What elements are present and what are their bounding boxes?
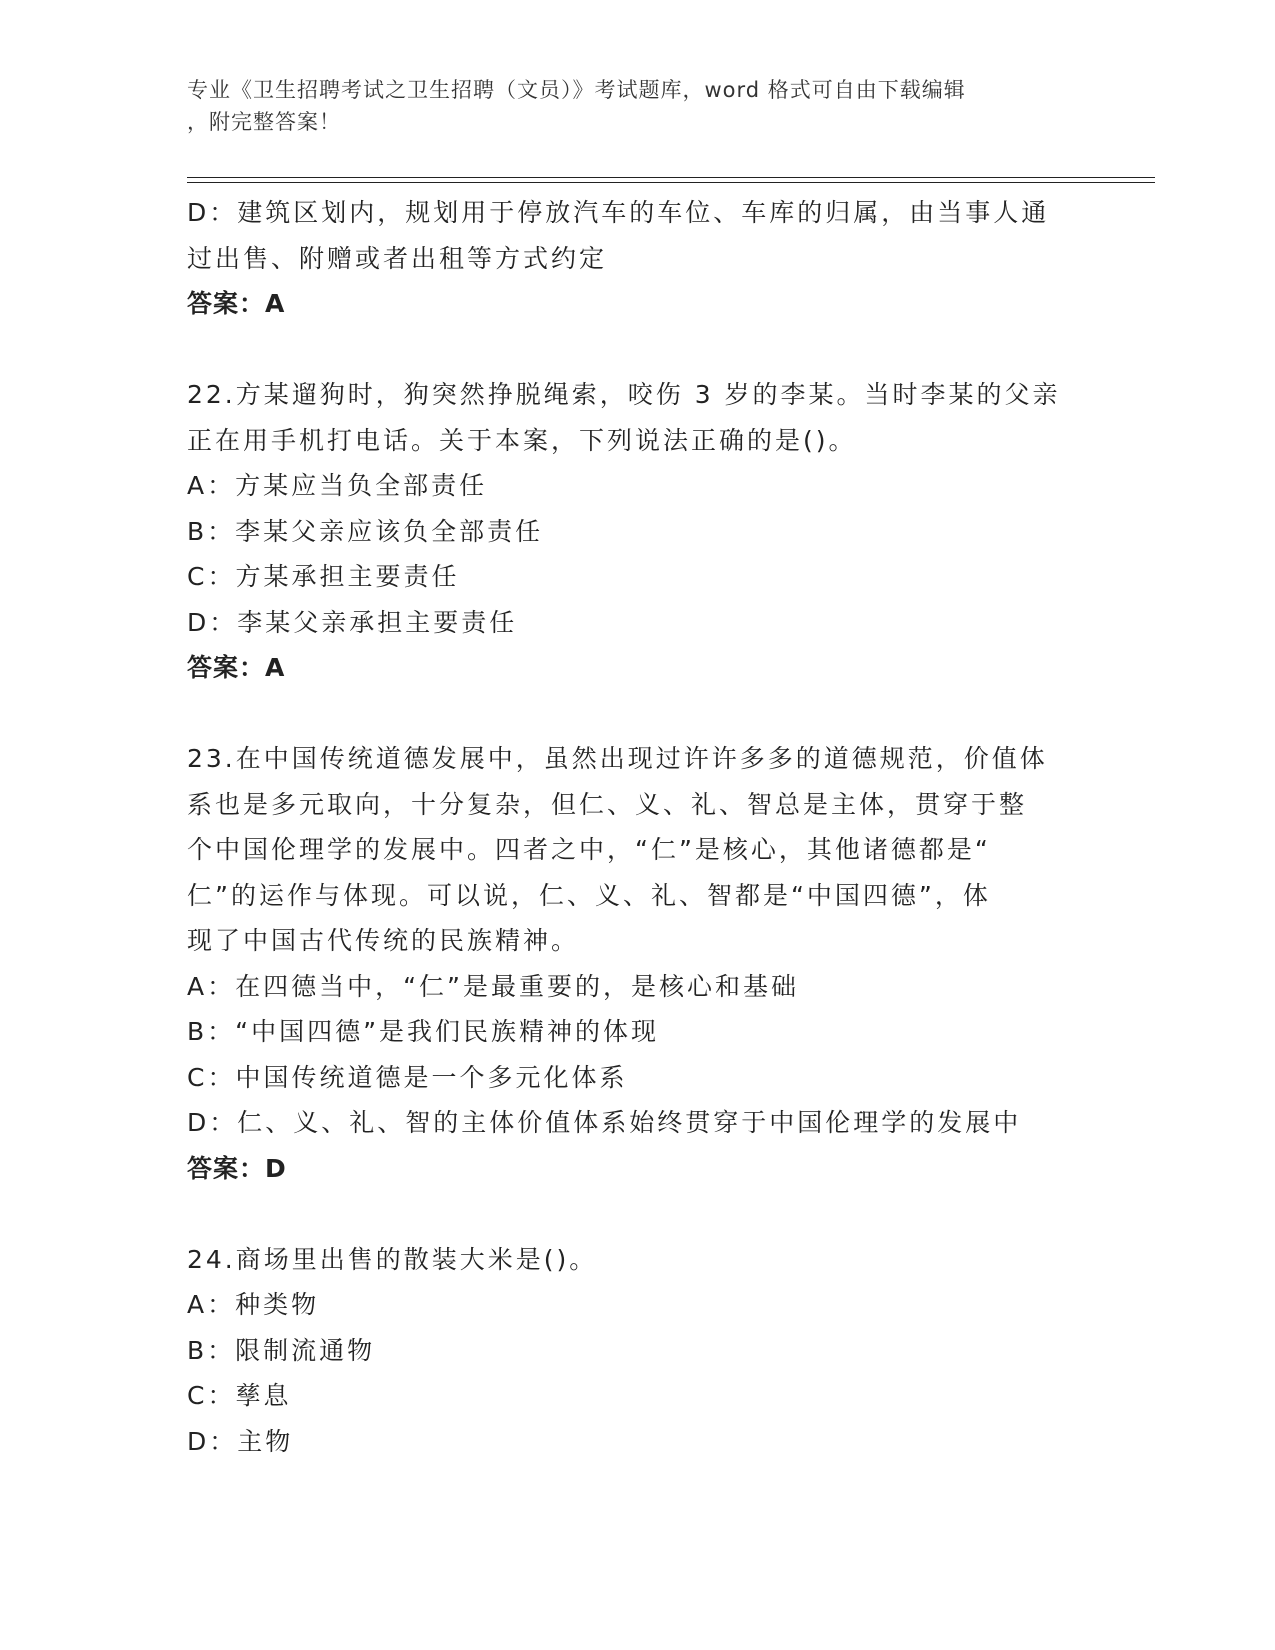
question-content bbox=[187, 190, 1067, 1464]
header-divider-bottom bbox=[187, 182, 1155, 183]
option-a: A：种类物 bbox=[187, 1290, 320, 1319]
question-23 bbox=[187, 736, 1067, 1191]
question-stem-line: 个中国伦理学的发展中。四者之中，“仁”是核心，其他诸德都是“ bbox=[187, 835, 991, 864]
option-d: D：主物 bbox=[187, 1426, 294, 1456]
option-b: B：李某父亲应该负全部责任 bbox=[187, 516, 544, 546]
header-line-2: ，附完整答案！ bbox=[187, 110, 341, 134]
option-d-line-2: 过出售、附赠或者出租等方式约定 bbox=[187, 243, 608, 273]
question-stem-line: 仁”的运作与体现。可以说，仁、义、礼、智都是“中国四德”，体 bbox=[187, 880, 991, 910]
header-line-1: 专业《卫生招聘考试之卫生招聘（文员）》考试题库，word 格式可自由下载编辑 bbox=[187, 78, 966, 102]
question-stem-line: 现了中国古代传统的民族精神。 bbox=[187, 926, 580, 955]
option-d: D：李某父亲承担主要责任 bbox=[187, 607, 518, 637]
option-c: C：中国传统道德是一个多元化体系 bbox=[187, 1062, 628, 1092]
answer: 答案：A bbox=[187, 289, 286, 318]
question-stem-line: 22.方某遛狗时，狗突然挣脱绳索，咬伤 3 岁的李某。当时李某的父亲 bbox=[187, 380, 1061, 409]
option-a: A：方某应当负全部责任 bbox=[187, 471, 488, 500]
answer: 答案：D bbox=[187, 1153, 287, 1183]
option-b: B：“中国四德”是我们民族精神的体现 bbox=[187, 1017, 660, 1046]
header-divider-top bbox=[187, 177, 1155, 178]
question-24 bbox=[187, 1237, 1067, 1465]
option-b: B：限制流通物 bbox=[187, 1335, 376, 1365]
option-a: A：在四德当中，“仁”是最重要的，是核心和基础 bbox=[187, 971, 800, 1001]
spacer bbox=[187, 691, 1067, 737]
answer: 答案：A bbox=[187, 653, 286, 682]
question-stem-line: 系也是多元取向，十分复杂，但仁、义、礼、智总是主体，贯穿于整 bbox=[187, 789, 1028, 819]
question-stem-line: 24.商场里出售的散装大米是()。 bbox=[187, 1244, 598, 1274]
document-header bbox=[187, 74, 1067, 138]
question-stem-line: 正在用手机打电话。关于本案，下列说法正确的是()。 bbox=[187, 425, 857, 455]
option-d-line-1: D：建筑区划内，规划用于停放汽车的车位、车库的归属，由当事人通 bbox=[187, 198, 1050, 227]
spacer bbox=[187, 1191, 1067, 1237]
option-c: C：孳息 bbox=[187, 1381, 292, 1410]
option-d: D：仁、义、礼、智的主体价值体系始终贯穿于中国伦理学的发展中 bbox=[187, 1108, 1022, 1137]
question-22 bbox=[187, 372, 1067, 691]
question-21-tail bbox=[187, 190, 1067, 327]
spacer bbox=[187, 327, 1067, 373]
option-c: C：方某承担主要责任 bbox=[187, 562, 460, 591]
question-stem-line: 23.在中国传统道德发展中，虽然出现过许许多多的道德规范，价值体 bbox=[187, 744, 1048, 773]
